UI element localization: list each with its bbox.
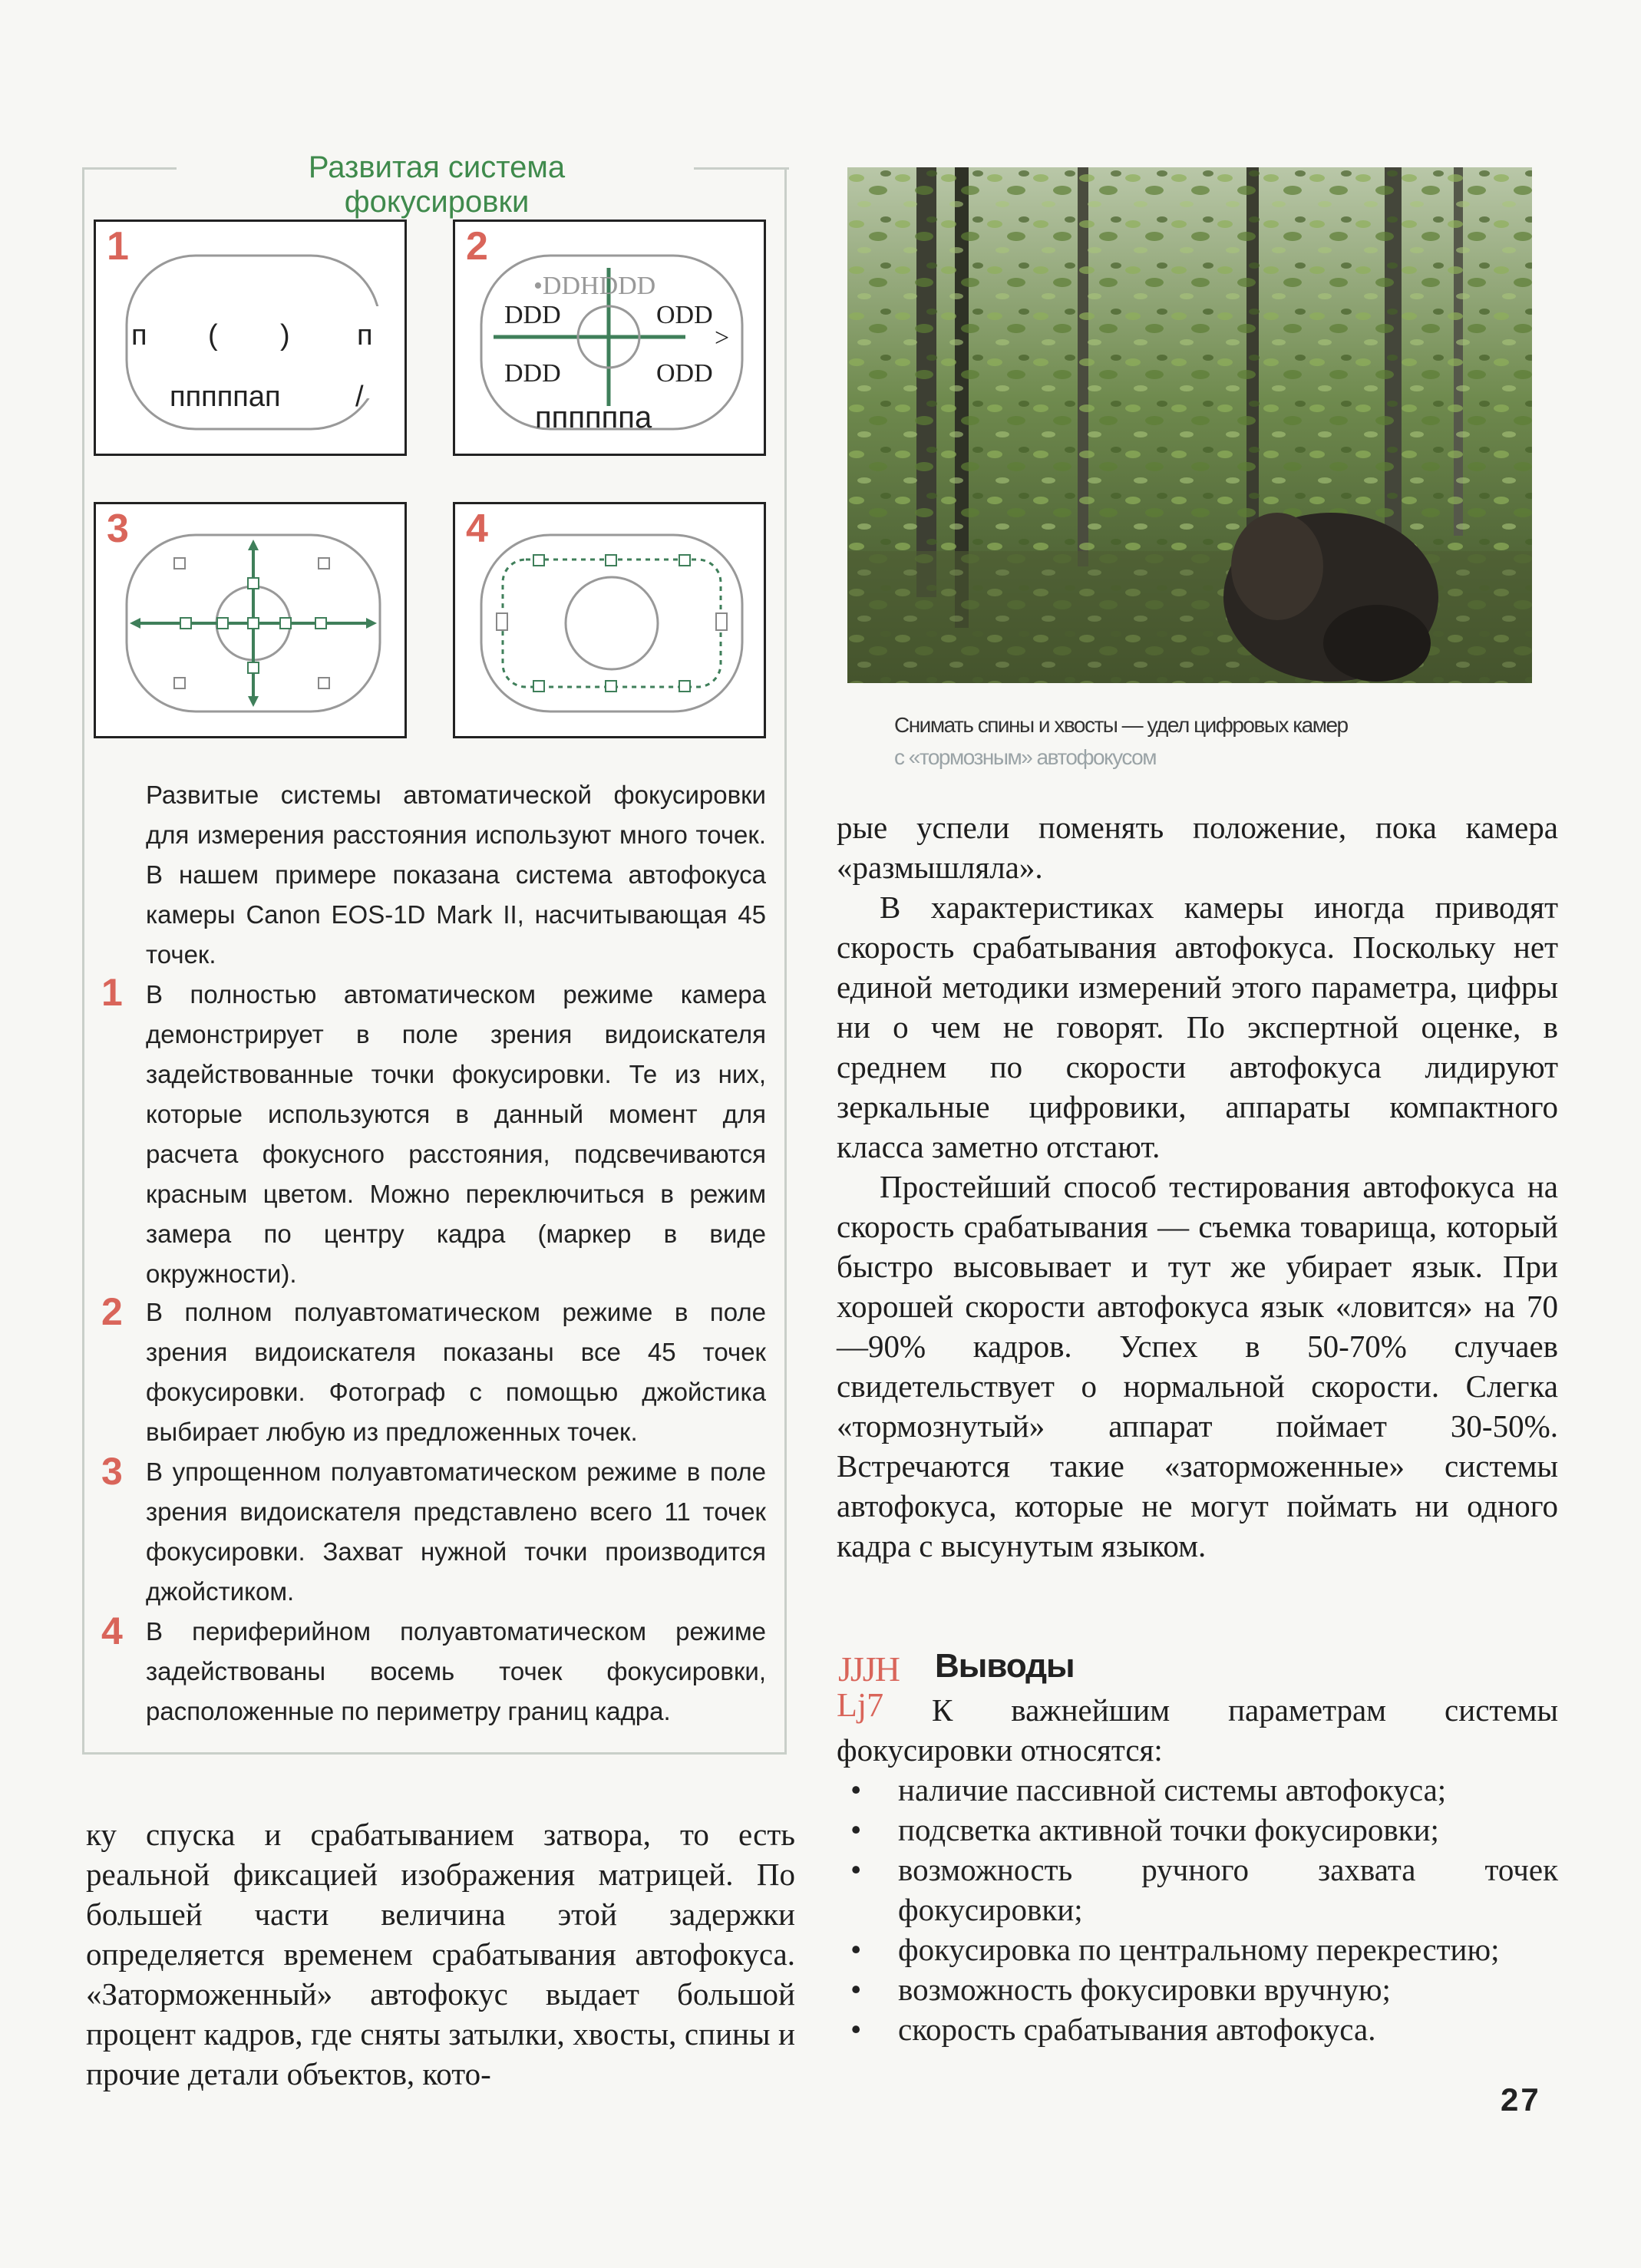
list-item (837, 1930, 1558, 1969)
sidebar-box (82, 150, 787, 1755)
diagram-1-slash: / (355, 381, 364, 413)
sidebar-intro: Развитые системы автоматической фокусировки для измерения расстояния используют много точек. В нашем примере показана система автофокуса камеры Canon EOS-1D Mark II, насчитывающая 45 точек. (146, 781, 766, 969)
sidebar-item-3-number: 3 (101, 1450, 123, 1493)
conclusions-heading: Выводы (935, 1647, 1075, 1685)
sidebar-top-border-right (694, 167, 789, 170)
sidebar-item-2-text: В полном полуавтоматическом режиме в поле зрения видоискателя показаны все 45 точек фокусировки. Фотограф с помощью джойстика выбирает любую из предложенных точек. (146, 1298, 766, 1446)
bullet-icon: • (850, 1852, 862, 1887)
list-item (837, 1810, 1558, 1850)
sidebar-item-1-number: 1 (101, 971, 123, 1014)
section-mark-top: JJJH (838, 1649, 899, 1689)
diagram-3-number: 3 (107, 507, 129, 551)
diagram-2-row4-right: ODD (656, 359, 713, 388)
list-item-text: фокусировка по центральному перекрестию; (898, 1932, 1500, 1967)
af-diagram-1 (94, 220, 407, 456)
list-item-text: возможность фокусировки вручную; (898, 1972, 1391, 2007)
conclusions-list (837, 1770, 1558, 2049)
list-item-text: подсветка активной точки фокусировки; (898, 1812, 1439, 1847)
diagram-2-row4-left: DDD (504, 359, 561, 388)
af-diagram-4-graphic (455, 504, 768, 741)
diagram-1-paren-open: ( (208, 319, 218, 352)
diagram-2-row2-right: ODD (656, 301, 713, 329)
diagram-1-bottom-label: пппппап (170, 381, 281, 413)
diagram-2-number: 2 (466, 224, 488, 269)
right-paragraph-1: рые успели поменять положение, пока камера «размышляла». (837, 810, 1558, 885)
photo-caption-line-1: Снимать спины и хвосты — удел цифровых камер (894, 713, 1348, 737)
bullet-icon: • (850, 1772, 862, 1807)
bullet-icon: • (850, 1812, 862, 1847)
sidebar-item-3-text: В упрощенном полуавтоматическом режиме в поле зрения видоискателя представлено всего 11 точек фокусировки. Захват нужной точки производится джойстиком. (146, 1458, 766, 1606)
section-mark-bottom: Lj7 (837, 1686, 884, 1724)
diagram-1-right-mark: п (357, 319, 373, 352)
diagram-1-number: 1 (107, 224, 129, 269)
sidebar-item-2-number: 2 (101, 1290, 123, 1333)
list-item (837, 2009, 1558, 2049)
af-diagram-2-graphic (455, 222, 768, 458)
af-diagram-3-graphic (96, 504, 409, 741)
diagram-2-arrow: > (715, 324, 730, 352)
right-paragraph-2: В характеристиках камеры иногда приводят скорость срабатывания автофокуса. Поскольку нет единой методики измерений этого параметра, цифры ни о чем не говорят. По экспертной оценке, в среднем по скорости автофокуса лидируют зеркальные цифровики, аппараты компактного класса заметно отстают. (837, 890, 1558, 1164)
sidebar-item-1-text: В полностью автоматическом режиме камера демонстрирует в поле зрения видоискателя задействованные точки фокусировки. Те из них, которые используются в данный момент для расчета фокусного расстояния, подсвечиваются красным цветом. Можно переключиться в режим замера по центру кадра (маркер в виде окружности). (146, 980, 766, 1288)
forest-bear-photo-graphic (847, 167, 1532, 683)
photo-caption-line-2: с «тормозным» автофокусом (894, 745, 1156, 769)
photo-caption (894, 709, 1508, 774)
diagram-2-bottom-label: ппппппа (535, 401, 652, 434)
bullet-icon: • (850, 1932, 862, 1967)
diagram-2-row-top: •DDHDDD (533, 272, 656, 300)
list-item (837, 1770, 1558, 1810)
af-diagram-3 (94, 502, 407, 738)
list-item-text: скорость срабатывания автофокуса. (898, 2012, 1376, 2047)
sidebar-item-4-text: В периферийном полуавтоматическом режиме задействованы восемь точек фокусировки, расположенные по периметру границ кадра. (146, 1617, 766, 1725)
diagram-4-number: 4 (466, 507, 488, 551)
af-diagram-2 (453, 220, 766, 456)
list-item (837, 1969, 1558, 2009)
bullet-icon: • (850, 2012, 862, 2047)
af-diagram-1-graphic (96, 222, 409, 458)
list-item-text: возможность ручного захвата точек фокусировки; (898, 1852, 1558, 1927)
conclusions-intro: К важнейшим параметрам системы фокусировки относятся: (837, 1692, 1558, 1768)
page-number: 27 (1501, 2081, 1541, 2118)
sidebar-item-4-number: 4 (101, 1609, 123, 1652)
diagram-1-left-mark: п (131, 319, 147, 352)
list-item (837, 1850, 1558, 1930)
sidebar-top-border-left (84, 167, 177, 170)
list-item-text: наличие пассивной системы автофокуса; (898, 1772, 1447, 1807)
left-column-paragraph: ку спуска и срабатыванием затвора, то есть реальной фиксацией изображения матрицей. По большей части величина этой задержки определяется временем срабатывания автофокуса. «Заторможенный» автофокус выдает большой процент кадров, где сняты затылки, хвосты, спины и прочие детали объектов, кото- (86, 1817, 795, 2091)
right-paragraph-3: Простейший способ тестирования автофокуса на скорость срабатывания — съемка товарища, который быстро высовывает и тут же убирает язык. При хорошей скорости автофокуса язык «ловится» на 70—90% кадров. Успех в 50-70% случаев свидетельствует о нормальной скорости. Слегка «тормознутый» аппарат поймает 30-50%. Встречаются такие «заторможенные» системы автофокуса, которые не могут поймать ни одного кадра с высунутым языком. (837, 1169, 1558, 1563)
sidebar-title: Развитая система фокусировки (276, 150, 597, 220)
bullet-icon: • (850, 1972, 862, 2007)
diagram-1-paren-close: ) (280, 319, 290, 352)
forest-bear-photo (847, 167, 1532, 683)
af-diagram-4 (453, 502, 766, 738)
diagram-2-row2-left: DDD (504, 301, 561, 329)
